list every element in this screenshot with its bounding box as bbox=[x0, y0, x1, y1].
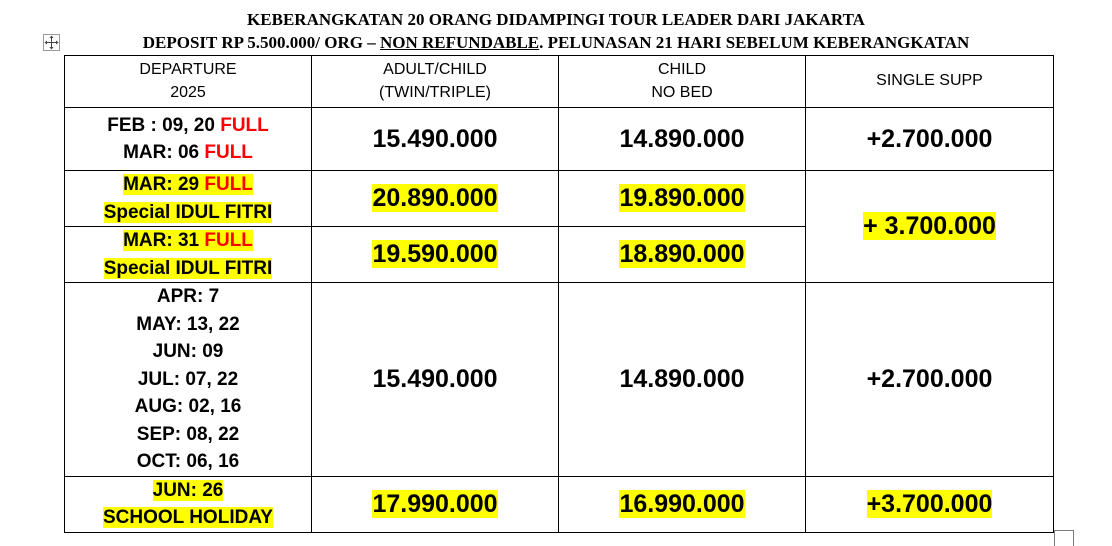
title-line-2 bbox=[0, 33, 1112, 53]
child-price: 16.990.000 bbox=[559, 476, 806, 532]
header-adult-child: ADULT/CHILD (TWIN/TRIPLE) bbox=[312, 56, 559, 108]
table-move-icon[interactable] bbox=[43, 34, 60, 51]
table-resize-icon[interactable] bbox=[1054, 530, 1074, 546]
full-badge: FULL bbox=[204, 142, 253, 163]
departure-dates: APR: 7 MAY: 13, 22 JUN: 09 JUL: 07, 22 AUG: 02, 16 SEP: 08, 22 OCT: 06, 16 bbox=[65, 283, 312, 477]
header-single-supp: SINGLE SUPP bbox=[806, 56, 1054, 108]
title-line-1: KEBERANGKATAN 20 ORANG DIDAMPINGI TOUR LEADER DARI JAKARTA bbox=[247, 10, 865, 29]
single-supp-price: + 3.700.000 bbox=[806, 171, 1054, 283]
table-row bbox=[65, 283, 1054, 477]
adult-price: 19.590.000 bbox=[312, 227, 559, 283]
departure-dates: FEB : 09, 20 FULL MAR: 06 FULL bbox=[65, 108, 312, 171]
header-child-no-bed: CHILD NO BED bbox=[559, 56, 806, 108]
special-note: Special IDUL FITRI bbox=[103, 257, 273, 279]
table-row bbox=[65, 476, 1054, 532]
single-supp-price: +3.700.000 bbox=[806, 476, 1054, 532]
child-price: 18.890.000 bbox=[559, 227, 806, 283]
special-note: Special IDUL FITRI bbox=[103, 201, 273, 223]
adult-price: 15.490.000 bbox=[312, 108, 559, 171]
single-supp-price: +2.700.000 bbox=[806, 108, 1054, 171]
table-row bbox=[65, 171, 1054, 227]
non-refundable-text: NON REFUNDABLE bbox=[380, 33, 540, 52]
table-header-row bbox=[65, 56, 1054, 108]
price-table bbox=[64, 55, 1054, 533]
departure-dates: MAR: 29 FULL Special IDUL FITRI bbox=[65, 171, 312, 227]
full-badge: FULL bbox=[204, 174, 253, 195]
table-row bbox=[65, 108, 1054, 171]
full-badge: FULL bbox=[220, 114, 269, 136]
single-supp-price: +2.700.000 bbox=[806, 283, 1054, 477]
header-departure: DEPARTURE 2025 bbox=[65, 56, 312, 108]
adult-price: 15.490.000 bbox=[312, 283, 559, 477]
departure-dates: JUN: 26 SCHOOL HOLIDAY bbox=[65, 476, 312, 532]
child-price: 14.890.000 bbox=[559, 283, 806, 477]
deposit-text: DEPOSIT RP 5.500.000/ ORG – bbox=[142, 33, 380, 52]
adult-price: 17.990.000 bbox=[312, 476, 559, 532]
child-price: 19.890.000 bbox=[559, 171, 806, 227]
payment-text: . PELUNASAN 21 HARI SEBELUM KEBERANGKATAN bbox=[539, 33, 970, 52]
child-price: 14.890.000 bbox=[559, 108, 806, 171]
full-badge: FULL bbox=[204, 230, 253, 251]
departure-dates: MAR: 31 FULL Special IDUL FITRI bbox=[65, 227, 312, 283]
school-holiday-note: SCHOOL HOLIDAY bbox=[103, 507, 273, 528]
adult-price: 20.890.000 bbox=[312, 171, 559, 227]
